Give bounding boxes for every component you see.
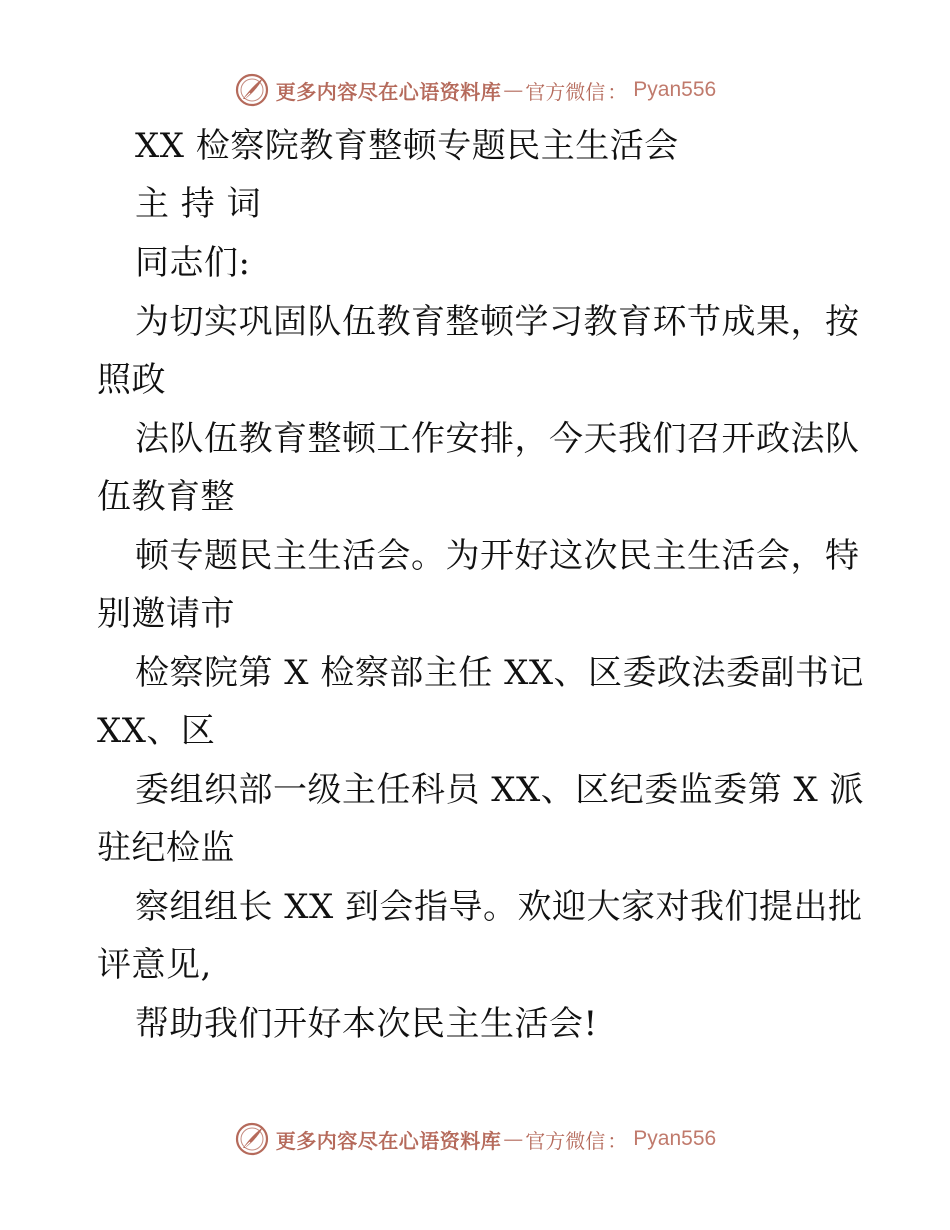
paragraph-line: 评意见, xyxy=(97,945,212,985)
quill-seal-icon xyxy=(234,72,270,108)
paragraph-line: 帮助我们开好本次民主生活会! xyxy=(135,1004,598,1044)
footer-banner xyxy=(0,1119,950,1159)
paragraph-line: 别邀请市 xyxy=(97,594,235,634)
header-banner xyxy=(0,70,950,110)
salutation: 同志们: xyxy=(135,243,251,283)
banner-wechat-label: 官方微信 xyxy=(525,79,606,104)
quill-seal-icon xyxy=(234,1121,270,1157)
banner-dash: — xyxy=(503,78,524,102)
paragraph-line: 伍教育整 xyxy=(97,477,235,517)
paragraph-line: 察组组长 XX 到会指导。欢迎大家对我们提出批 xyxy=(135,887,863,927)
paragraph-line: 驻纪检监 xyxy=(97,828,235,868)
banner-wechat-id: Pyan556 xyxy=(633,78,717,101)
banner-wechat-label: 官方微信 xyxy=(525,1128,606,1153)
paragraph-line: 顿专题民主生活会。为开好这次民主生活会，特 xyxy=(135,536,860,576)
paragraph-line: 法队伍教育整顿工作安排，今天我们召开政法队 xyxy=(135,419,860,459)
banner-separator: ： xyxy=(607,79,628,104)
paragraph-line: 为切实巩固队伍教育整顿学习教育环节成果，按 xyxy=(135,302,860,342)
document-title: XX 检察院教育整顿专题民主生活会 xyxy=(135,126,679,166)
banner-text: 更多内容尽在心语资料库 xyxy=(275,1128,502,1153)
paragraph-line: 检察院第 X 检察部主任 XX、区委政法委副书记 xyxy=(135,653,865,693)
banner-separator: ： xyxy=(607,1128,628,1153)
document-subtitle: 主 持 词 xyxy=(135,184,262,224)
banner-text: 更多内容尽在心语资料库 xyxy=(275,79,502,104)
paragraph-line: XX、区 xyxy=(97,711,216,751)
banner-dash: — xyxy=(503,1127,524,1151)
banner-wechat-id: Pyan556 xyxy=(633,1127,717,1150)
paragraph-line: 照政 xyxy=(97,360,166,400)
paragraph-line: 委组织部一级主任科员 XX、区纪委监委第 X 派 xyxy=(135,770,865,810)
